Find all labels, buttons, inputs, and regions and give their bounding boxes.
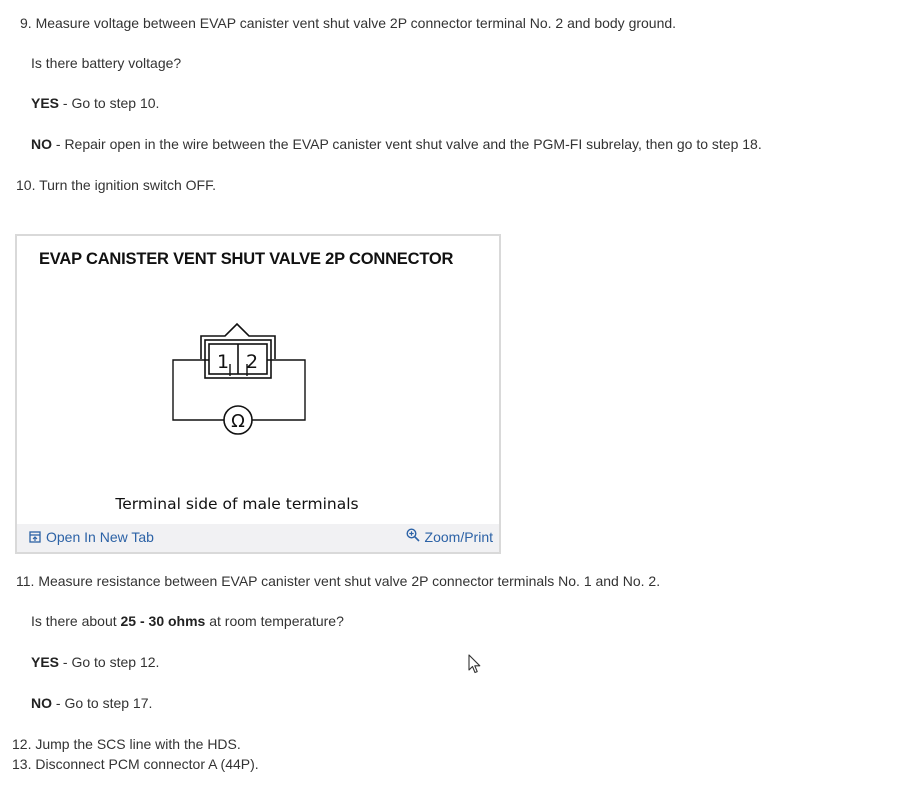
no-label: NO	[31, 695, 52, 711]
step-9-text: 9. Measure voltage between EVAP canister vent shut valve 2P connector terminal No. 2 and body ground.	[20, 15, 677, 31]
figure-title: EVAP CANISTER VENT SHUT VALVE 2P CONNECTOR	[39, 250, 454, 268]
step-9-no	[31, 135, 762, 153]
yes-label: YES	[31, 95, 60, 111]
step-10-text: 10. Turn the ignition switch OFF.	[16, 177, 216, 193]
connector-diagram	[167, 316, 317, 446]
terminal-2-label: 2	[246, 351, 259, 373]
open-new-tab-icon	[29, 531, 41, 543]
step-13-text: 13. Disconnect PCM connector A (44P).	[12, 756, 259, 772]
step-11-question	[31, 612, 344, 630]
no-text: - Repair open in the wire between the EVAP canister vent shut valve and the PGM-FI subrelay, then go to step 18.	[52, 136, 762, 152]
step-12-text: 12. Jump the SCS line with the HDS.	[12, 736, 241, 752]
no-text: - Go to step 17.	[52, 695, 153, 711]
resistance-value: 25 - 30 ohms	[120, 613, 206, 629]
step-9-yes	[31, 94, 159, 112]
connector-figure	[15, 234, 501, 554]
zoom-print-label: Zoom/Print	[424, 529, 493, 545]
terminal-1-label: 1	[217, 351, 230, 373]
open-in-new-tab-label: Open In New Tab	[46, 529, 154, 545]
zoom-in-icon	[406, 528, 420, 542]
no-label: NO	[31, 136, 52, 152]
zoom-print-link[interactable]	[406, 529, 493, 545]
figure-footer	[17, 524, 499, 552]
question-suffix: at room temperature?	[205, 613, 344, 629]
step-11-text: 11. Measure resistance between EVAP canister vent shut valve 2P connector terminals No. 1 and No. 2.	[16, 573, 661, 589]
step-9-question: Is there battery voltage?	[31, 55, 182, 71]
yes-label: YES	[31, 654, 60, 670]
step-11-no	[31, 694, 152, 712]
yes-text: - Go to step 10.	[59, 95, 160, 111]
ohm-label: Ω	[231, 411, 245, 432]
open-in-new-tab-link[interactable]	[29, 529, 154, 545]
mouse-pointer-icon	[468, 654, 482, 674]
yes-text: - Go to step 12.	[59, 654, 160, 670]
step-11-yes	[31, 653, 159, 671]
question-prefix: Is there about	[31, 613, 121, 629]
figure-caption: Terminal side of male terminals	[115, 495, 359, 513]
